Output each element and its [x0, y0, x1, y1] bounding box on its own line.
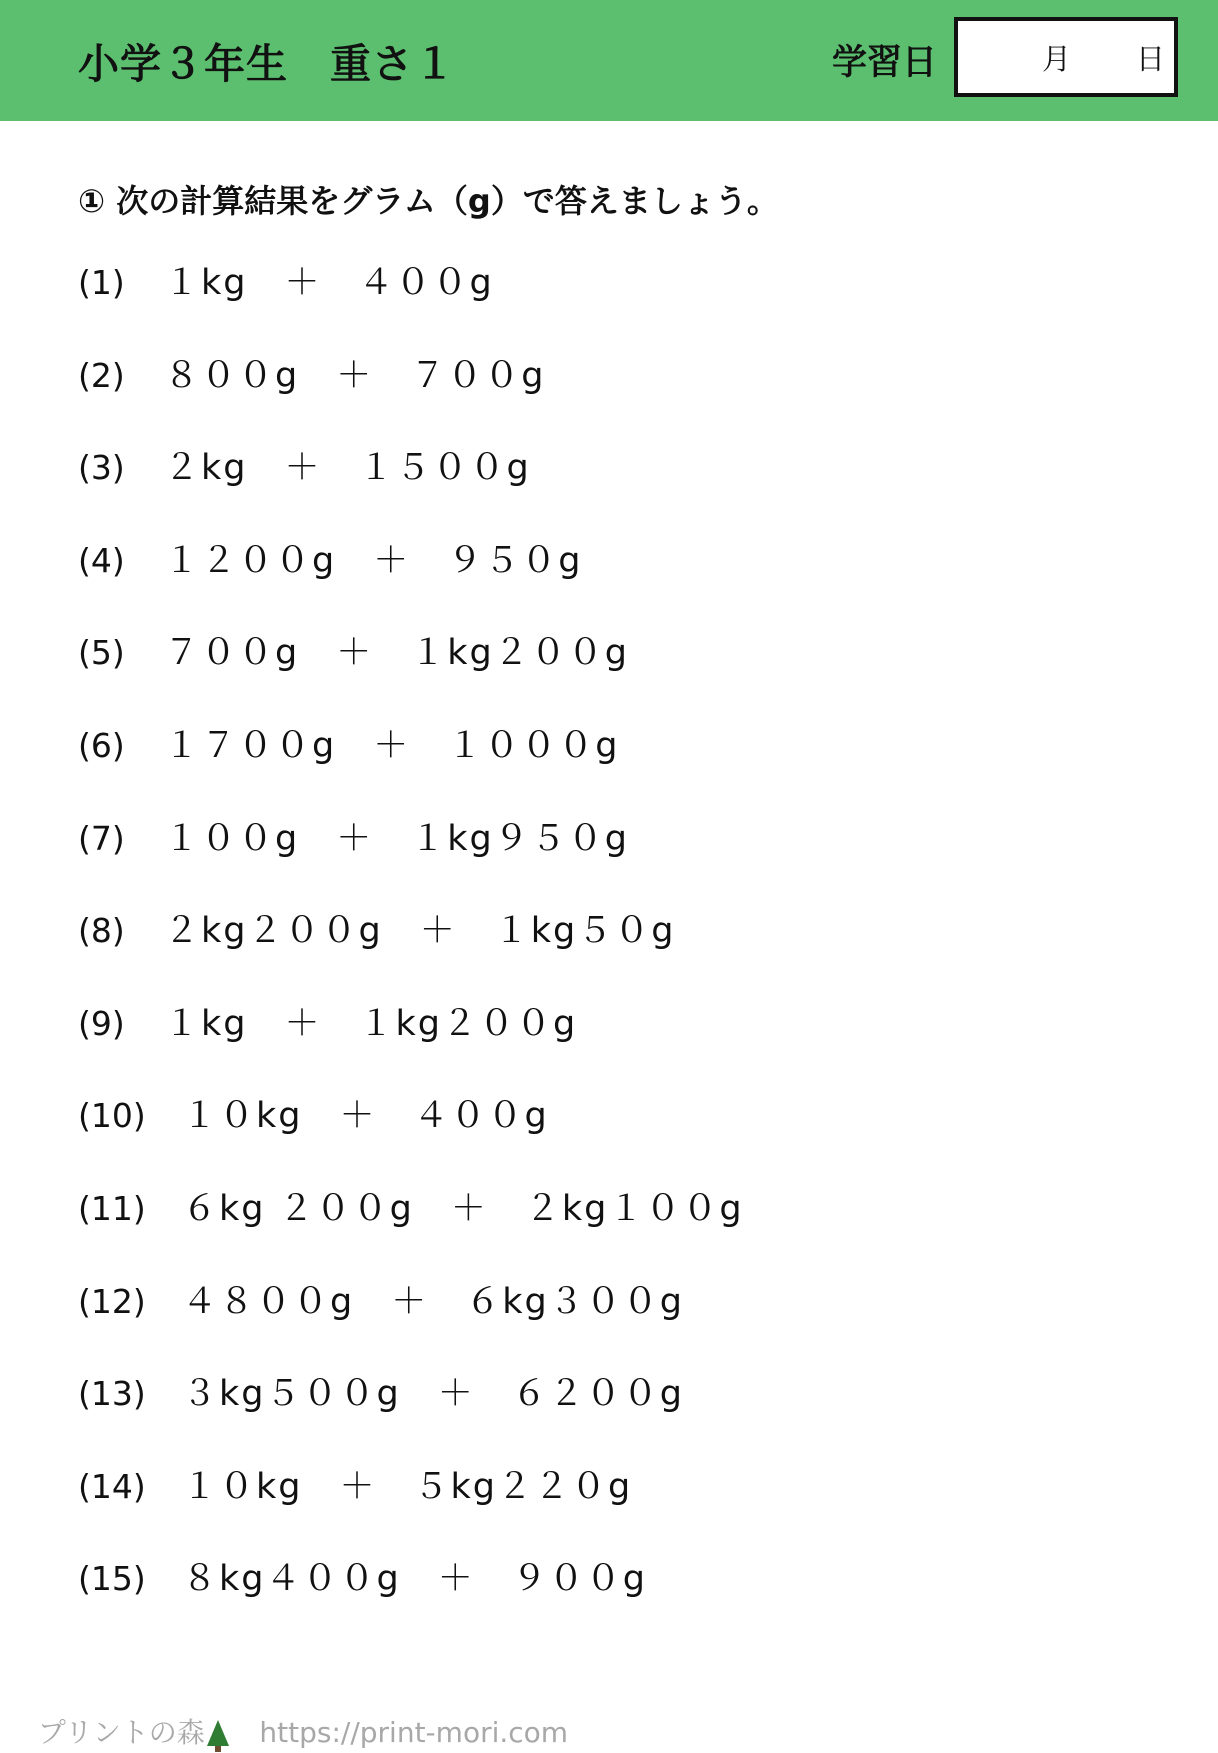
problem-number: (1) [78, 263, 125, 302]
problem-row [78, 1371, 1138, 1464]
problem-row [78, 1001, 1138, 1094]
problem-row [78, 1464, 1138, 1557]
problem-list [78, 260, 1138, 1649]
header-bar [0, 0, 1218, 121]
problem-number: (4) [78, 540, 125, 580]
problem-row [78, 353, 1138, 446]
problem-row [78, 908, 1138, 1001]
problem-number: (5) [78, 633, 125, 673]
problem-number: (13) [78, 1374, 146, 1414]
problem-expression: ６kg ２００g ＋ ２kg１００g [182, 1188, 744, 1229]
page-title: 小学３年生 重さ１ [78, 40, 456, 88]
problem-expression: ７００g ＋ １kg２００g [164, 633, 629, 674]
problem-expression: １０kg ＋ ４００g [182, 1096, 549, 1137]
problem-number: (15) [78, 1559, 146, 1599]
problem-expression: ２kg２００g ＋ １kg５０g [164, 911, 676, 952]
month-label: 月 [1042, 42, 1072, 76]
problem-row [78, 630, 1138, 723]
problem-row [78, 538, 1138, 631]
problem-expression: ２kg ＋ １５００g [164, 448, 531, 489]
problem-number: (3) [78, 448, 125, 488]
problem-expression: １０kg ＋ ５kg２２０g [182, 1466, 633, 1507]
site-url-link[interactable]: https://print-mori.com [259, 1716, 569, 1749]
problem-expression: １００g ＋ １kg９５０g [164, 818, 629, 859]
problem-number: (2) [78, 355, 125, 395]
footer [20, 1673, 568, 1753]
problem-row [78, 723, 1138, 816]
problem-expression: ３kg５００g ＋ ６２００g [182, 1374, 684, 1415]
problem-expression: ８００g ＋ ７００g [164, 355, 546, 396]
problem-row [78, 1279, 1138, 1372]
instruction-text: ① 次の計算結果をグラム（g）で答えましょう。 [78, 182, 779, 220]
problem-number: (8) [78, 911, 125, 951]
problem-row [78, 445, 1138, 538]
date-field[interactable] [954, 17, 1178, 97]
problem-number: (12) [78, 1281, 146, 1321]
problem-expression: １７００g ＋ １０００g [164, 725, 620, 766]
problem-row [78, 816, 1138, 909]
problem-expression: １２００g ＋ ９５０g [164, 540, 583, 581]
site-name: プリントの森 [37, 1716, 205, 1749]
problem-expression: １kg ＋ ４００g [164, 263, 494, 303]
problem-number: (10) [78, 1096, 146, 1136]
problem-number: (11) [78, 1188, 146, 1228]
problem-number: (14) [78, 1466, 146, 1506]
problem-row [78, 1093, 1138, 1186]
problem-number: (6) [78, 725, 125, 765]
problem-row [78, 1556, 1138, 1649]
tree-icon [207, 1720, 229, 1746]
date-label: 学習日 [832, 43, 938, 83]
problem-number: (7) [78, 818, 125, 858]
problem-row [78, 260, 1138, 353]
problem-row [78, 1186, 1138, 1279]
problem-number: (9) [78, 1003, 125, 1043]
problem-expression: ８kg４００g ＋ ９００g [182, 1559, 647, 1600]
problem-expression: １kg ＋ １kg２００g [164, 1003, 578, 1044]
problem-expression: ４８００g ＋ ６kg３００g [182, 1281, 684, 1322]
day-label: 日 [1136, 42, 1166, 76]
